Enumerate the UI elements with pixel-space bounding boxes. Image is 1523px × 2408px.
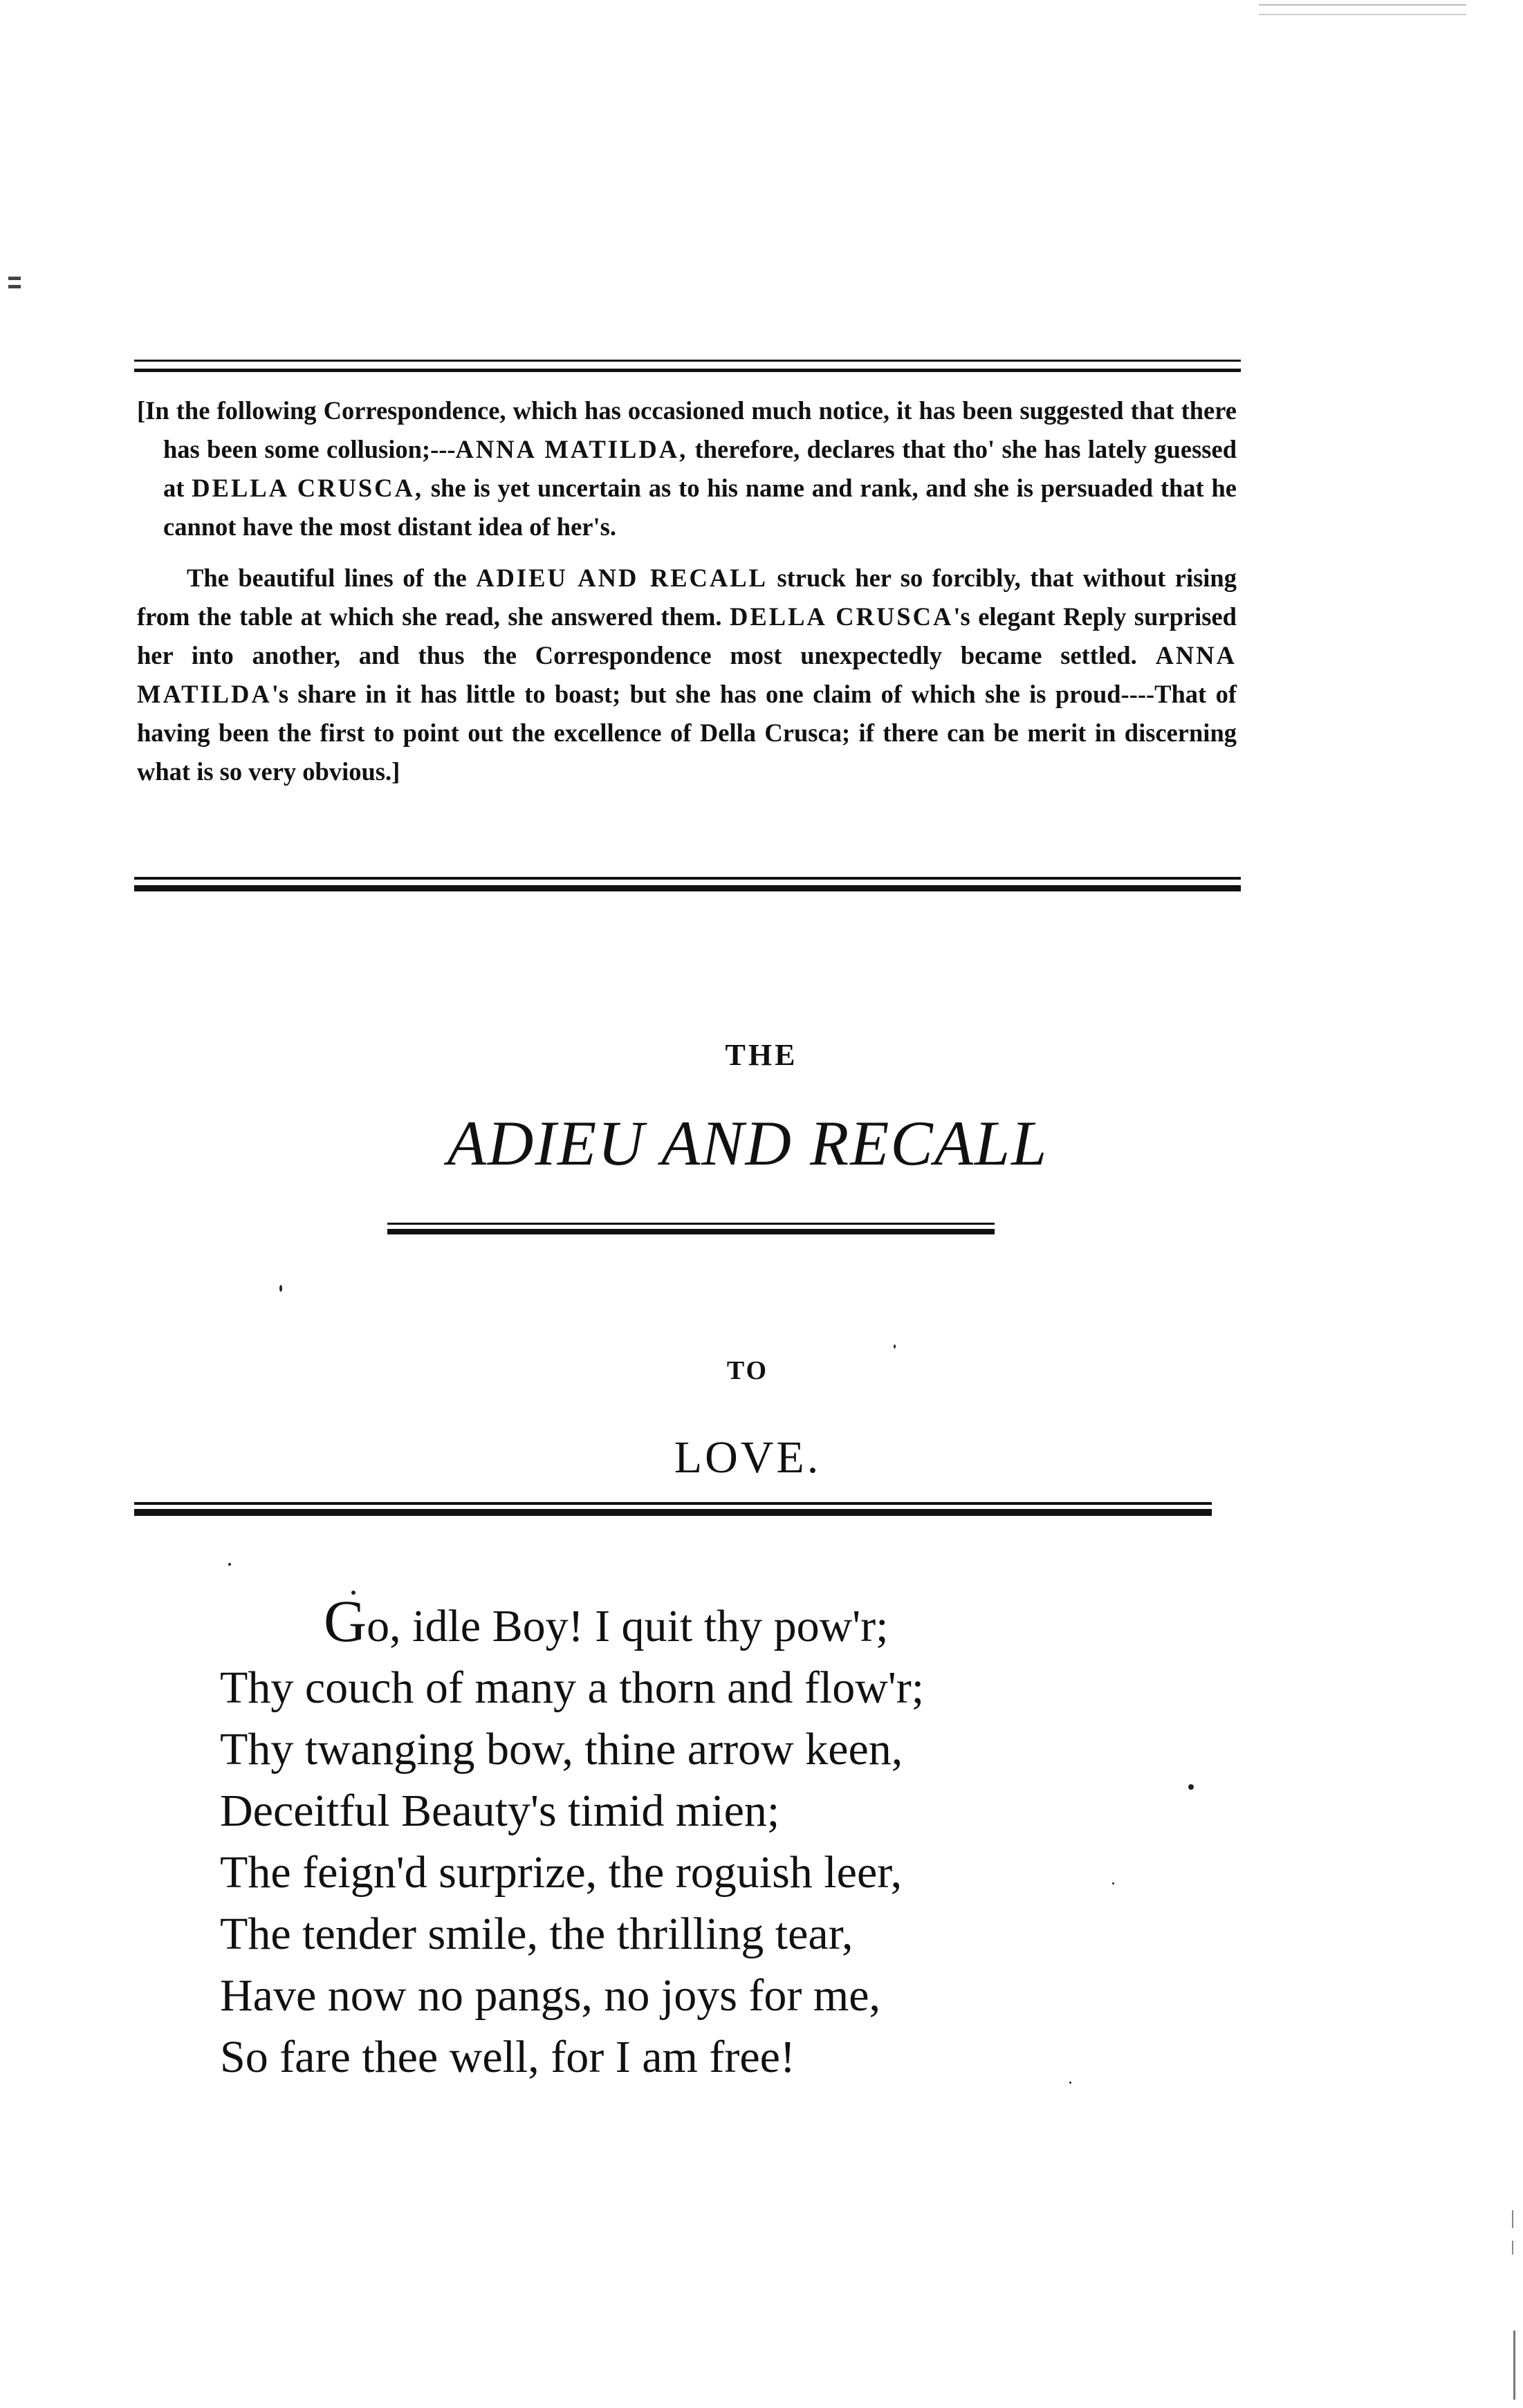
editorial-note bbox=[137, 391, 1237, 791]
poem-line: The tender smile, the thrilling tear, bbox=[220, 1909, 853, 1959]
poem-line: So fare thee well, for I am free! bbox=[220, 2032, 795, 2082]
love-rule bbox=[134, 1502, 1212, 1516]
name-anna-matilda: ANNA MATILDA bbox=[137, 641, 1237, 708]
page-edge-mark bbox=[1259, 14, 1466, 15]
editorial-note-paragraph-1 bbox=[137, 391, 1237, 546]
ink-speck bbox=[1112, 1882, 1114, 1884]
poem-line: Thy couch of many a thorn and flow'r; bbox=[220, 1663, 925, 1713]
heading-to: TO bbox=[726, 1356, 769, 1385]
poem-title-reference: ADIEU AND RECALL bbox=[476, 564, 768, 592]
note-text: 's share in it has little to boast; but she has one claim of which she is proud----That of having been the first to point out the excellence of Della Crusca; if there can be merit in discerning what is so very obvious. bbox=[137, 680, 1237, 786]
ink-speck bbox=[279, 1285, 282, 1292]
poem-line: The feign'd surprize, the roguish leer, bbox=[220, 1847, 903, 1898]
poem-line: Thy twanging bow, thine arrow keen, bbox=[220, 1724, 903, 1775]
ink-speck bbox=[1188, 1784, 1194, 1790]
editorial-note-paragraph-2 bbox=[137, 559, 1237, 791]
page-edge-mark bbox=[1513, 2331, 1515, 2400]
close-bracket: ] bbox=[391, 757, 400, 786]
rule-thick bbox=[134, 1509, 1212, 1516]
note-bottom-rule bbox=[134, 877, 1241, 891]
note-text: In the following Correspondence, which has occasioned much notice, it has been suggested that there has been some collusion;--- bbox=[145, 396, 1237, 463]
page-edge-mark bbox=[1512, 2210, 1513, 2228]
top-double-rule bbox=[134, 360, 1241, 372]
poem-line bbox=[220, 1588, 924, 1657]
note-text: The beautiful lines of the bbox=[187, 564, 477, 592]
rule-thick bbox=[387, 1229, 995, 1234]
rule-thin bbox=[134, 369, 1241, 372]
ink-speck bbox=[1069, 2082, 1071, 2084]
poem-line-text: o, idle Boy! I quit thy pow'r; bbox=[367, 1601, 889, 1651]
ink-speck bbox=[894, 1344, 896, 1349]
margin-speck bbox=[8, 285, 21, 288]
open-bracket: [ bbox=[137, 396, 146, 425]
name-della-crusca: DELLA CRUSCA, bbox=[192, 474, 424, 502]
page-edge-mark bbox=[1259, 4, 1466, 6]
note-text: struck her so forcibly, that without rising from the table at which she read, she answered them. bbox=[137, 564, 1237, 631]
poem-title: ADIEU AND RECALL bbox=[447, 1108, 1049, 1178]
heading-the: THE bbox=[725, 1038, 798, 1072]
note-text: 's elegant Reply surprised her into another, and thus the Correspondence most unexpectedly became settled. bbox=[137, 602, 1237, 669]
poem-line: Deceitful Beauty's timid mien; bbox=[220, 1786, 780, 1836]
title-rule bbox=[387, 1223, 995, 1234]
poem-line: Have now no pangs, no joys for me, bbox=[220, 1970, 881, 2021]
name-della-crusca: DELLA CRUSCA bbox=[730, 602, 954, 631]
name-anna-matilda: ANNA MATILDA, bbox=[455, 435, 688, 463]
note-text: she is yet uncertain as to his name and rank, and she is persuaded that he cannot have the most distant idea of her's. bbox=[163, 474, 1237, 541]
ink-speck bbox=[228, 1563, 231, 1566]
rule-thick bbox=[134, 885, 1241, 891]
poem-initial-letter: G bbox=[324, 1588, 367, 1654]
page-edge-mark bbox=[1512, 2241, 1513, 2254]
poem-stanza bbox=[220, 1588, 925, 2088]
heading-love: LOVE. bbox=[674, 1432, 822, 1483]
note-text: therefore, declares that tho' she has lately guessed at bbox=[163, 435, 1237, 502]
margin-speck bbox=[8, 277, 21, 280]
